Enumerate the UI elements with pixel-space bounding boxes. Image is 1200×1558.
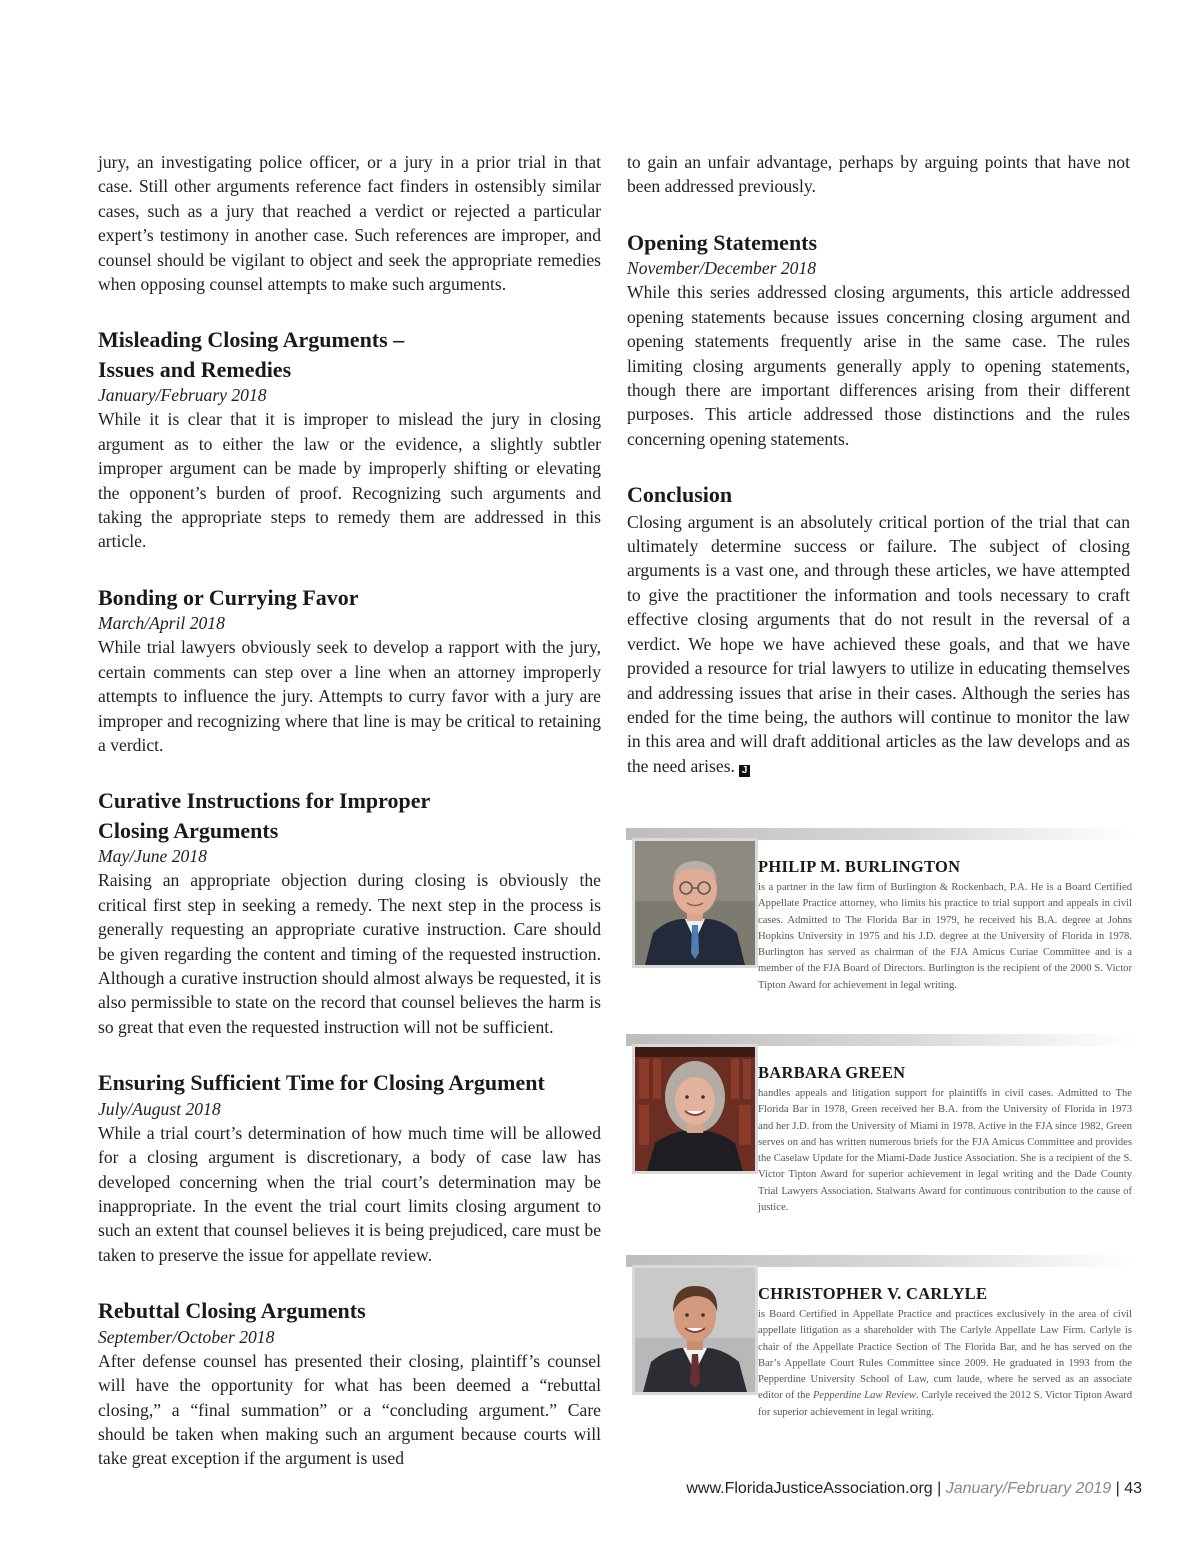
author-name: PHILIP M. BURLINGTON: [758, 857, 961, 876]
author-name: BARBARA GREEN: [758, 1063, 906, 1082]
author-bio-carlyle: [626, 1255, 1132, 1455]
author-bio-green: [626, 1034, 1132, 1234]
section-title: Bonding or Currying Favor: [98, 584, 359, 610]
section-body: While a trial court’s determination of how much time will be allowed for a closing argument is discretionary, a body of case law has developed concerning when the trial court’s determination may be inappropriate. In the event the trial court limits closing argument to such an extent that counsel believes it is being prejudiced, care must be taken to preserve the issue for appellate review.: [98, 1122, 601, 1265]
section-date: September/October 2018: [98, 1326, 275, 1347]
portrait-woman-icon: [635, 1047, 755, 1171]
footer-issue: January/February 2019: [945, 1480, 1112, 1497]
author-bio-text: [758, 1307, 1132, 1421]
section-body: While trial lawyers obviously seek to develop a rapport with the jury, certain comments can step over a line when an attorney improperly attempts to influence the jury. Attempts to curry favor with a jury are improper and recognizing where that line is may be critical to retaining a verdict.: [98, 637, 601, 755]
section-date: July/August 2018: [98, 1098, 221, 1119]
section-title-line: Misleading Closing Arguments –: [98, 327, 405, 353]
section-date: May/June 2018: [98, 846, 207, 867]
intro-paragraph: jury, an investigating police officer, or a jury in a prior trial in that case. Still other arguments reference fact finders in ostensibly similar cases, such as a jury that reached a verdict or rejected a particular expert’s testimony in another case. Such references are improper, and counsel should be vigilant to object and seek the appropriate remedies when opposing counsel attempts to make such arguments.: [98, 152, 601, 295]
section-title: [98, 786, 601, 845]
bio-text-part: . Carlyle received the 2012 S. Victor Tipton Award for superior achievement in legal writing.: [758, 1390, 1132, 1418]
section-title: Ensuring Sufficient Time for Closing Argument: [98, 1070, 545, 1096]
section-opening: [627, 228, 1130, 451]
footer-separator: |: [932, 1480, 946, 1497]
section-title: Conclusion: [627, 482, 733, 508]
author-photo: [632, 1044, 758, 1174]
left-column: [98, 150, 601, 1471]
section-conclusion: [627, 480, 1130, 778]
section-bonding: [98, 583, 601, 758]
section-sufficient-time: [98, 1068, 601, 1267]
author-bio-text: handles appeals and litigation support for plaintiffs in civil cases. Admitted to The Florida Bar in 1978, Green received her B.A. from the University of Florida in 1973 and her J.D. from the University of Miami in 1978. Active in the FJA since 1982, Green serves on and has written numerous briefs for the FJA Amicus Committee and provides the Caselaw Update for the Miami-Dade Justice Association. She is a recipient of the S. Victor Tipton Award for superior achievement in legal writing and the Dade County Trial Lawyers Association. Stalwarts Award for continuous contribution to the cause of justice.: [758, 1088, 1132, 1214]
section-title-line: Issues and Remedies: [98, 356, 292, 382]
page-footer: [686, 1480, 1142, 1498]
conclusion-text: Closing argument is an absolutely critical portion of the trial that can ultimately determine success or failure. The subject of closing arguments is a vast one, and through these articles, we have attempted to give the practitioner the information and tools necessary to craft effective closing arguments that do not result in the reversal of a verdict. We hope we have achieved these goals, and that we have provided a resource for trial lawyers to utilize in educating themselves and addressing issues that arise in their cases. Although the series has ended for the time being, the authors will continue to monitor the law in this area and will draft additional articles as the law develops and as the need arises.: [627, 511, 1130, 776]
footer-website-link[interactable]: www.FloridaJusticeAssociation.org: [686, 1480, 933, 1497]
author-bio-text: is a partner in the law firm of Burlington & Rockenbach, P.A. He is a Board Certified Appellate Practice attorney, who limits his practice to trial support and appeals in civil cases. Admitted to The Florida Bar in 1979, he received his B.A. degree at Johns Hopkins University in 1975 and his J.D. degree at the University of Florida in 1978. Burlington has served as chairman of the FJA Amicus Curiae Committee and is a member of the FJA Board of Directors. Burlington is the recipient of the 2000 S. Victor Tipton Award for achievement in legal writing.: [758, 882, 1132, 991]
section-body: While it is clear that it is improper to mislead the jury in closing argument as to either the law or the evidence, a slightly subtler improper argument can be made by improperly shifting or elevating the opponent’s burden of proof. Recognizing such arguments and taking the appropriate steps to remedy them are addressed in this article.: [98, 409, 601, 552]
section-misleading: [98, 325, 601, 553]
section-body: While this series addressed closing arguments, this article addressed opening statements because issues concerning closing argument and opening statements frequently arise in the same case. The rules limiting closing arguments generally apply to opening statements, though there are important differences arising from their different purposes. This article addressed those distinctions and the rules concerning opening statements.: [627, 282, 1130, 449]
author-photo: [632, 838, 758, 968]
page-number: 43: [1124, 1480, 1142, 1497]
section-title: [98, 325, 601, 384]
author-bio-burlington: [626, 828, 1132, 1028]
section-date: January/February 2018: [98, 385, 267, 406]
section-rebuttal: [98, 1296, 601, 1471]
footer-separator: |: [1111, 1480, 1125, 1497]
right-column: [627, 150, 1130, 778]
publication-title: Pepperdine Law Review: [812, 1390, 916, 1402]
section-body: [627, 510, 1130, 778]
section-curative: [98, 786, 601, 1039]
end-mark-icon: J: [739, 765, 750, 777]
section-date: March/April 2018: [98, 613, 225, 634]
section-date: November/December 2018: [627, 258, 817, 279]
portrait-man-suit-icon: [635, 1268, 755, 1392]
section-title: Opening Statements: [627, 229, 818, 255]
continuation-paragraph: to gain an unfair advantage, perhaps by arguing points that have not been addressed previously.: [627, 152, 1130, 197]
portrait-man-glasses-icon: [635, 841, 755, 965]
section-body: After defense counsel has presented their closing, plaintiff’s counsel will have the opportunity for what has been deemed a “rebuttal closing,” a “final summation” or a “concluding argument.” Care should be taken when making such an argument because courts will take great exception if the argument is used: [98, 1350, 601, 1469]
author-name: CHRISTOPHER V. CARLYLE: [758, 1284, 988, 1303]
bio-text-part: is Board Certified in Appellate Practice and practices exclusively in the area of civil appellate litigation as a shareholder with The Carlyle Appellate Law Firm. Carlyle is chair of the Appellate Practice Section of The Florida Bar, and he has served on the Bar’s Appellate Court Rules Committee since 2009. He graduated in 1993 from the Pepperdine University School of Law, cum laude, where he served as an associate editor of the: [758, 1309, 1132, 1402]
section-body: Raising an appropriate objection during closing is obviously the critical first step in seeking a remedy. The next step in the process is generally requesting an appropriate curative instruction. Care should be given regarding the content and timing of the requested instruction. Although a curative instruction should almost always be requested, it is also permissible to state on the record that counsel believes the harm is so great that even the requested instruction will not be sufficient.: [98, 870, 601, 1037]
section-title-line: Curative Instructions for Improper: [98, 788, 431, 814]
section-title: Rebuttal Closing Arguments: [98, 1298, 366, 1324]
author-photo: [632, 1265, 758, 1395]
section-title-line: Closing Arguments: [98, 817, 279, 843]
